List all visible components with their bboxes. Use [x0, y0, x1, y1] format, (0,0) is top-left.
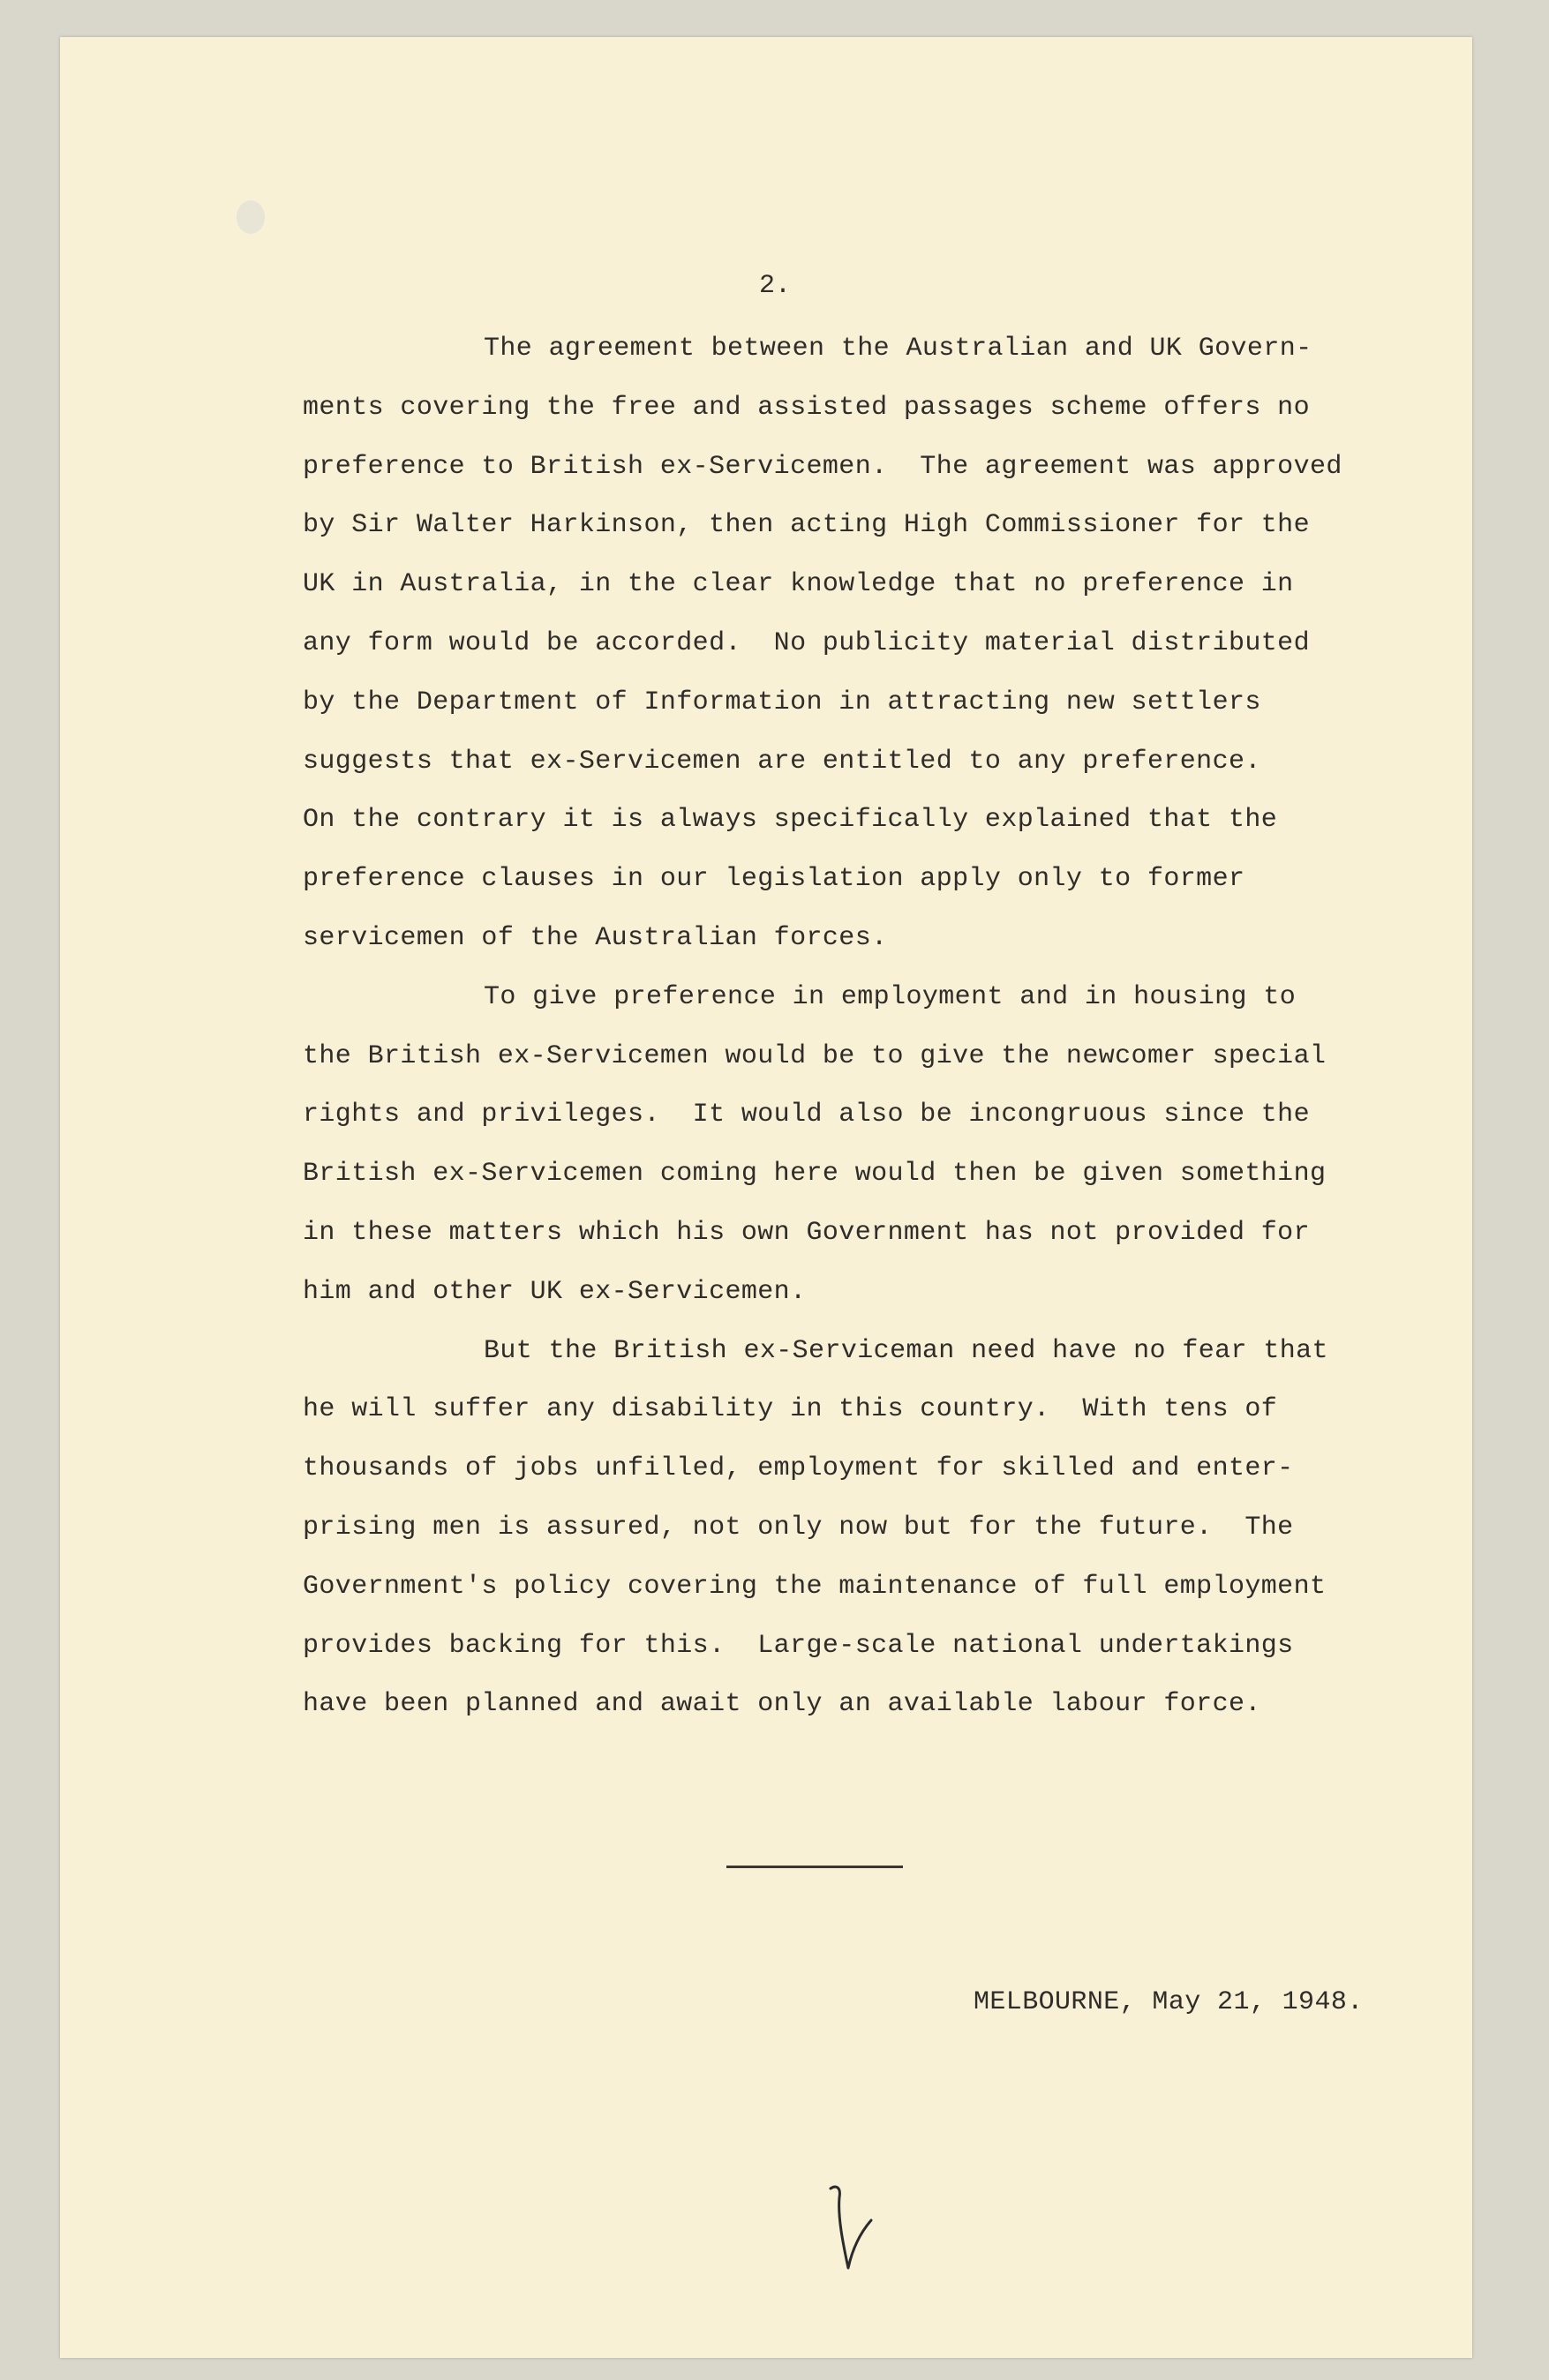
paragraph-line: ments covering the free and assisted passages scheme offers no: [303, 392, 1310, 423]
paragraph-line: by Sir Walter Harkinson, then acting High Commissioner for the: [303, 510, 1310, 541]
paragraph-line: To give preference in employment and in housing to: [484, 981, 1297, 1012]
paragraph-line: British ex-Servicemen coming here would then be given something: [303, 1159, 1327, 1190]
paragraph-line: servicemen of the Australian forces.: [303, 922, 888, 953]
paragraph-line: thousands of jobs unfilled, employment for skilled and enter-: [303, 1453, 1294, 1484]
paragraph-line: him and other UK ex-Servicemen.: [303, 1276, 807, 1307]
paragraph-line: any form would be accorded. No publicity material distributed: [303, 627, 1310, 658]
body-text: [303, 319, 1530, 1734]
paragraph-line: UK in Australia, in the clear knowledge that no preference in: [303, 569, 1294, 600]
paragraph-line: he will suffer any disability in this country. With tens of: [303, 1394, 1278, 1425]
paragraph-line: the British ex-Servicemen would be to give the newcomer special: [303, 1040, 1327, 1071]
document-page: [60, 37, 1472, 2358]
paragraph-1: [303, 319, 1530, 968]
paragraph-line: prising men is assured, not only now but for the future. The: [303, 1512, 1294, 1543]
paragraph-line: by the Department of Information in attracting new settlers: [303, 687, 1261, 717]
paragraph-line: in these matters which his own Government has not provided for: [303, 1217, 1310, 1248]
paragraph-line: suggests that ex-Servicemen are entitled to any preference.: [303, 746, 1261, 777]
paragraph-3: [303, 1322, 1530, 1735]
paragraph-line: have been planned and await only an available labour force.: [303, 1689, 1261, 1720]
page-number: 2.: [758, 271, 791, 301]
handwritten-tick-icon: [823, 2181, 876, 2283]
paragraph-line: On the contrary it is always specifically explained that the: [303, 805, 1278, 836]
punch-hole: [237, 200, 265, 234]
paragraph-line: But the British ex-Serviceman need have no fear that: [484, 1335, 1328, 1366]
paragraph-line: preference clauses in our legislation apply only to former: [303, 864, 1245, 895]
paragraph-2: [303, 968, 1530, 1322]
dateline: MELBOURNE, May 21, 1948.: [974, 1987, 1364, 2017]
divider-rule: [726, 1866, 903, 1868]
paragraph-line: provides backing for this. Large-scale national undertakings: [303, 1630, 1294, 1661]
paragraph-line: rights and privileges. It would also be incongruous since the: [303, 1100, 1310, 1130]
paragraph-line: preference to British ex-Servicemen. The agreement was approved: [303, 451, 1342, 482]
paragraph-line: The agreement between the Australian and UK Govern-: [484, 334, 1312, 364]
paragraph-line: Government's policy covering the maintenance of full employment: [303, 1571, 1327, 1602]
